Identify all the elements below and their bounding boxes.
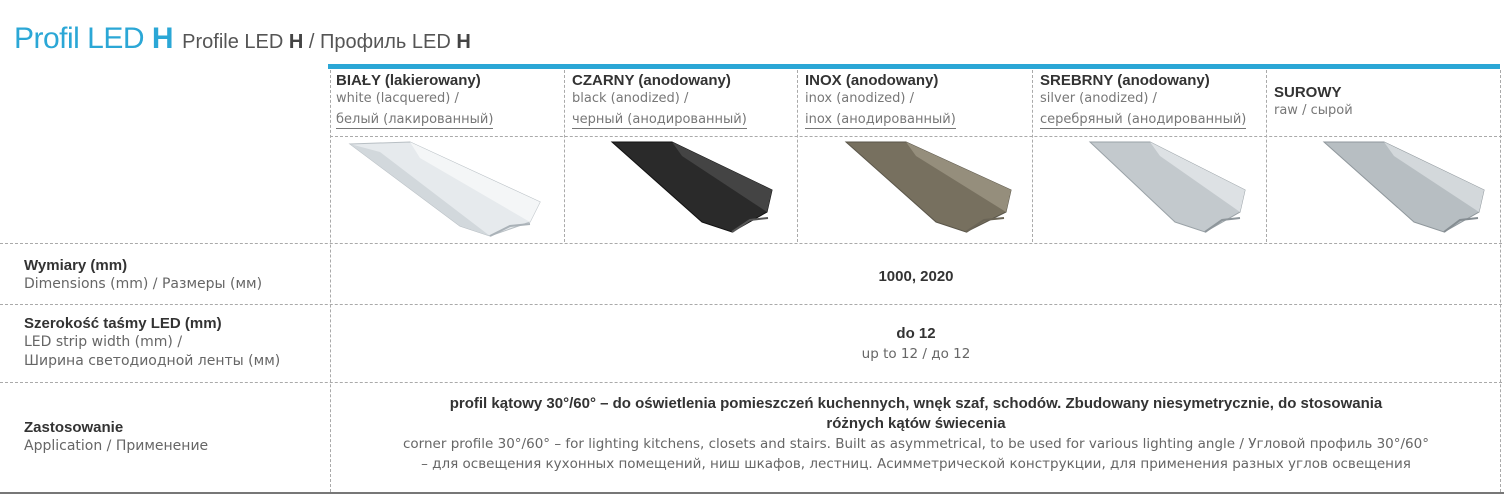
title-ru: / Профиль LED (303, 31, 457, 53)
header-accent-bar (328, 64, 1500, 69)
title-en: Profile LED (182, 31, 289, 53)
variant-name: BIAŁY (lakierowany) (336, 72, 481, 89)
row-label-translation-2: Ширина светодиодной ленты (мм) (24, 353, 281, 369)
title-letter-en: H (288, 31, 304, 53)
strip-width-value-translation: up to 12 / до 12 (861, 346, 971, 362)
divider (0, 382, 1502, 383)
row-label-application (24, 418, 208, 456)
profile-image-inox (806, 140, 1026, 240)
row-label-pl: Szerokość taśmy LED (mm) (24, 315, 222, 332)
variant-name-ru: серебряный (анодированный) (1040, 112, 1247, 127)
variant-name-en: white (lacquered) / (336, 91, 459, 106)
row-value-application (330, 394, 1502, 474)
title-letter: H (151, 22, 174, 55)
divider (1032, 70, 1033, 242)
variant-name-ru: черный (анодированный) (572, 112, 747, 127)
variant-name: INOX (anodowany) (805, 72, 939, 89)
profile-image-raw (1274, 140, 1494, 240)
application-value-translation: corner profile 30°/60° – for lighting kitchens, closets and stairs. Built as asymmetrical, to be used for various lighting angle / Угловой профиль 30°/60° (403, 436, 1429, 452)
row-value-dimensions (330, 267, 1502, 287)
variant-name-ru: белый (лакированный) (336, 112, 494, 127)
row-value-strip-width (330, 324, 1502, 364)
variant-name: CZARNY (anodowany) (572, 72, 731, 89)
application-value-pl: profil kątowy 30°/60° – do oświetlenia pomieszczeń kuchennych, wnęk szaf, schodów. Zbudowany niesymetrycznie, do stosowania (449, 395, 1383, 412)
row-label-dimensions (24, 256, 262, 294)
divider (564, 70, 565, 242)
row-label-pl: Wymiary (mm) (24, 257, 128, 274)
title-pl: Profil LED (14, 22, 152, 55)
application-value-translation-2: – для освещения кухонных помещений, ниш шкафов, лестниц. Асимметрической конструкции, для применения разных углов освещения (421, 456, 1411, 472)
divider (1266, 70, 1267, 242)
title-letter-ru: H (456, 31, 471, 53)
dimensions-value: 1000, 2020 (878, 268, 954, 285)
profile-image-white (340, 140, 560, 240)
profile-image-black (572, 140, 792, 240)
variant-name: SUROWY (1274, 84, 1342, 101)
row-label-translation: LED strip width (mm) / (24, 334, 183, 350)
strip-width-value: do 12 (896, 325, 936, 342)
variant-name-en: black (anodized) / (572, 91, 689, 106)
profile-image-silver (1040, 140, 1260, 240)
divider (0, 304, 1502, 305)
variant-name-ru: inox (анодированный) (805, 112, 956, 127)
divider (0, 243, 1502, 244)
variant-name-en: raw / сырой (1274, 103, 1353, 118)
page-title (14, 22, 471, 56)
application-value-pl-2: różnych kątów świecenia (826, 415, 1006, 432)
divider (330, 136, 1502, 137)
variant-name: SREBRNY (anodowany) (1040, 72, 1210, 89)
variant-name-en: inox (anodized) / (805, 91, 914, 106)
row-label-pl: Zastosowanie (24, 419, 124, 436)
divider (797, 70, 798, 242)
bottom-border (0, 492, 1504, 494)
variant-name-en: silver (anodized) / (1040, 91, 1157, 106)
row-label-translation: Application / Применение (24, 438, 209, 454)
row-label-strip-width (24, 314, 280, 371)
row-label-translation: Dimensions (mm) / Размеры (мм) (24, 276, 263, 292)
